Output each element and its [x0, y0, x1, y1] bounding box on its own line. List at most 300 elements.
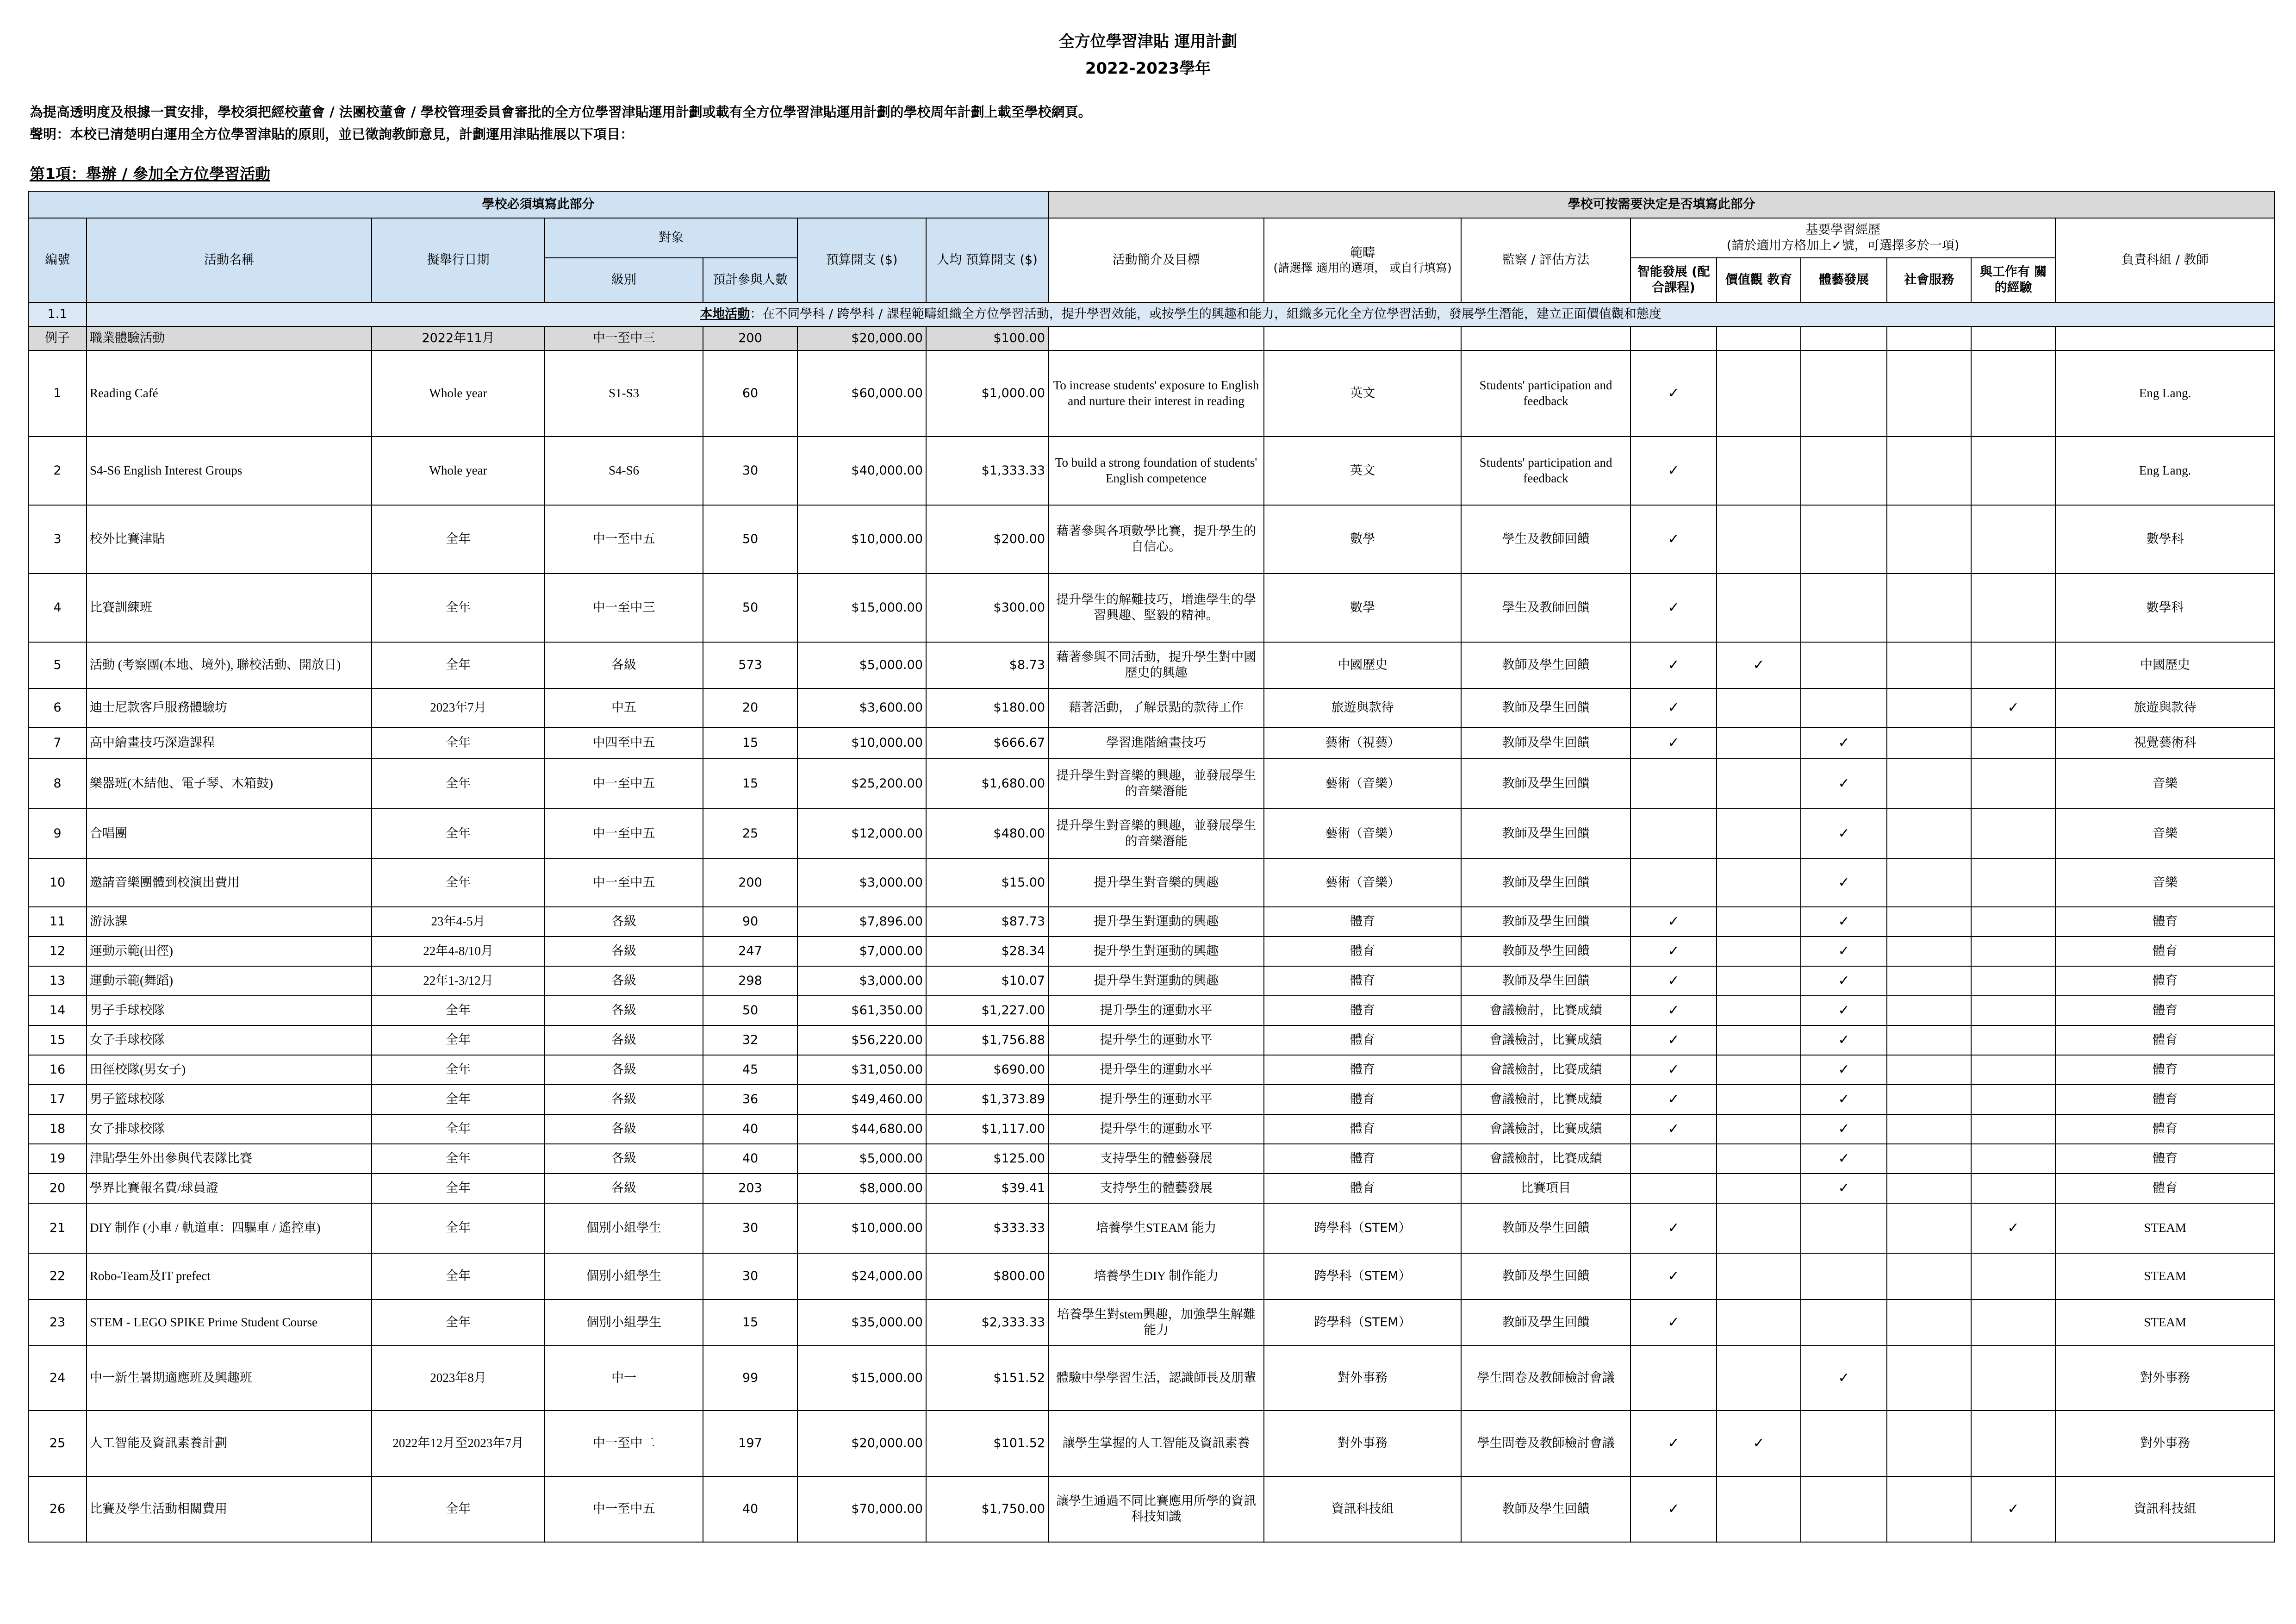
- row-evaluation: 會議檢討，比賽成績: [1461, 1114, 1630, 1144]
- table-row: [28, 688, 2275, 727]
- row-no: 16: [28, 1055, 87, 1085]
- row-scope: 藝術（音樂）: [1264, 809, 1461, 859]
- row-no: 11: [28, 907, 87, 937]
- row-description: 讓學生通過不同比賽應用所學的資訊科技知識: [1048, 1476, 1264, 1542]
- row-date: 全年: [372, 642, 545, 688]
- row-teacher: 體育: [2055, 996, 2275, 1025]
- row-scope: 數學: [1264, 505, 1461, 574]
- table-row: [28, 1085, 2275, 1114]
- example-name: 職業體驗活動: [87, 326, 372, 350]
- table-row: [28, 1174, 2275, 1203]
- check-intellectual-icon: ✓: [1668, 600, 1680, 616]
- row-teacher: STEAM: [2055, 1253, 2275, 1299]
- check-intellectual-icon: ✓: [1668, 735, 1680, 751]
- row-per-head: $101.52: [926, 1411, 1048, 1476]
- row-evaluation: 教師及學生回饋: [1461, 727, 1630, 759]
- section-title: 第1項：舉辦 / 參加全方位學習活動: [30, 165, 270, 183]
- row-scope: 體育: [1264, 937, 1461, 966]
- row-level: S1-S3: [545, 350, 703, 437]
- check-career-icon: ✓: [2007, 1501, 2019, 1518]
- row-scope: 數學: [1264, 574, 1461, 642]
- row-description: 藉著參與各項數學比賽，提升學生的自信心。: [1048, 505, 1264, 574]
- row-activity-name: 男子手球校隊: [87, 996, 372, 1025]
- row-evaluation: 會議檢討，比賽成績: [1461, 1085, 1630, 1114]
- check-career-icon: ✓: [2007, 1220, 2019, 1237]
- row-activity-name: 女子手球校隊: [87, 1025, 372, 1055]
- row-per-head: $1,227.00: [926, 996, 1048, 1025]
- row-activity-name: 比賽及學生活動相關費用: [87, 1476, 372, 1542]
- row-no: 26: [28, 1476, 87, 1542]
- intro-statement: 為提高透明度及根據一貫安排，學校須把經校董會 / 法團校董會 / 學校管理委員會審批的全方位學習津貼運用計劃或載有全方位學習津貼運用計劃的學校周年計劃上載至學校網頁。: [30, 104, 1092, 120]
- row-budget: $60,000.00: [797, 350, 926, 437]
- row-activity-name: 校外比賽津貼: [87, 505, 372, 574]
- row-scope: 中國歷史: [1264, 642, 1461, 688]
- row-budget: $5,000.00: [797, 642, 926, 688]
- header-scope-note: (請選擇 適用的選項， 或自行填寫): [1273, 261, 1452, 275]
- row-no: 23: [28, 1299, 87, 1346]
- row-no: 1: [28, 350, 87, 437]
- row-date: 全年: [372, 1144, 545, 1174]
- row-per-head: $1,373.89: [926, 1085, 1048, 1114]
- row-level: 個別小組學生: [545, 1299, 703, 1346]
- row-date: Whole year: [372, 350, 545, 437]
- check-intellectual-icon: ✓: [1668, 700, 1680, 716]
- row-level: 中五: [545, 688, 703, 727]
- row-budget: $70,000.00: [797, 1476, 926, 1542]
- local-activity-row: [28, 302, 2275, 326]
- row-level: 中一至中三: [545, 574, 703, 642]
- header-evaluation: 監察 / 評估方法: [1461, 218, 1630, 302]
- row-per-head: $39.41: [926, 1174, 1048, 1203]
- example-budget: $20,000.00: [797, 326, 926, 350]
- row-participants: 90: [703, 907, 797, 937]
- row-activity-name: S4-S6 English Interest Groups: [87, 437, 372, 505]
- row-teacher: 視覺藝術科: [2055, 727, 2275, 759]
- row-level: 中一至中五: [545, 1476, 703, 1542]
- table-row: [28, 1299, 2275, 1346]
- header-scope: [1264, 218, 1461, 302]
- row-participants: 30: [703, 1253, 797, 1299]
- check-intellectual-icon: ✓: [1668, 973, 1680, 989]
- row-evaluation: 比賽項目: [1461, 1174, 1630, 1203]
- row-no: 5: [28, 642, 87, 688]
- example-participants: 200: [703, 326, 797, 350]
- row-activity-name: 樂器班(木結他、電子琴、木箱鼓): [87, 759, 372, 809]
- check-intellectual-icon: ✓: [1668, 1002, 1680, 1019]
- row-description: 藉著活動，了解景點的款待工作: [1048, 688, 1264, 727]
- row-teacher: 體育: [2055, 1144, 2275, 1174]
- row-description: 讓學生掌握的人工智能及資訊素養: [1048, 1411, 1264, 1476]
- row-level: 個別小組學生: [545, 1203, 703, 1253]
- table-row: [28, 907, 2275, 937]
- row-budget: $40,000.00: [797, 437, 926, 505]
- table-row: [28, 1055, 2275, 1085]
- row-scope: 藝術（視藝）: [1264, 727, 1461, 759]
- row-activity-name: 人工智能及資訊素養計劃: [87, 1411, 372, 1476]
- header-exp-arts: 體藝發展: [1801, 258, 1887, 302]
- row-scope: 體育: [1264, 996, 1461, 1025]
- row-teacher: Eng Lang.: [2055, 350, 2275, 437]
- check-arts-icon: ✓: [1838, 1180, 1850, 1197]
- row-teacher: 體育: [2055, 966, 2275, 996]
- row-date: 全年: [372, 1476, 545, 1542]
- row-evaluation: 會議檢討，比賽成績: [1461, 1144, 1630, 1174]
- row-no: 14: [28, 996, 87, 1025]
- row-teacher: 體育: [2055, 1055, 2275, 1085]
- example-row: [28, 326, 2275, 350]
- row-no: 17: [28, 1085, 87, 1114]
- declaration-statement: 聲明：本校已清楚明白運用全方位學習津貼的原則，並已徵詢教師意見，計劃運用津貼推展以下項目：: [30, 126, 634, 142]
- row-description: 培養學生對stem興趣，加強學生解難能力: [1048, 1299, 1264, 1346]
- row-teacher: 旅遊與款待: [2055, 688, 2275, 727]
- check-arts-icon: ✓: [1838, 943, 1850, 960]
- row-description: 提升學生的運動水平: [1048, 1085, 1264, 1114]
- row-budget: $10,000.00: [797, 1203, 926, 1253]
- row-level: 各級: [545, 937, 703, 966]
- row-scope: 跨學科（STEM）: [1264, 1203, 1461, 1253]
- row-date: 全年: [372, 1253, 545, 1299]
- row-budget: $10,000.00: [797, 505, 926, 574]
- row-date: 2023年7月: [372, 688, 545, 727]
- row-no: 12: [28, 937, 87, 966]
- row-teacher: 音樂: [2055, 809, 2275, 859]
- row-date: Whole year: [372, 437, 545, 505]
- row-per-head: $200.00: [926, 505, 1048, 574]
- row-scope: 體育: [1264, 907, 1461, 937]
- row-activity-name: Robo-Team及IT prefect: [87, 1253, 372, 1299]
- check-arts-icon: ✓: [1838, 1370, 1850, 1387]
- row-teacher: 體育: [2055, 1085, 2275, 1114]
- row-no: 21: [28, 1203, 87, 1253]
- header-exp-intellectual: 智能發展 (配合課程): [1630, 258, 1717, 302]
- row-level: 各級: [545, 996, 703, 1025]
- row-level: 各級: [545, 1144, 703, 1174]
- check-intellectual-icon: ✓: [1668, 1121, 1680, 1137]
- row-evaluation: 會議檢討，比賽成績: [1461, 1025, 1630, 1055]
- row-no: 22: [28, 1253, 87, 1299]
- table-row: [28, 727, 2275, 759]
- row-no: 3: [28, 505, 87, 574]
- row-participants: 30: [703, 437, 797, 505]
- row-budget: $15,000.00: [797, 1346, 926, 1411]
- header-no: 編號: [28, 218, 87, 302]
- local-activity-label: 本地活動: [700, 307, 750, 322]
- row-date: 全年: [372, 574, 545, 642]
- row-scope: 藝術（音樂）: [1264, 759, 1461, 809]
- row-per-head: $480.00: [926, 809, 1048, 859]
- row-activity-name: 活動 (考察團(本地、境外), 聯校活動、開放日): [87, 642, 372, 688]
- row-date: 全年: [372, 996, 545, 1025]
- row-participants: 50: [703, 996, 797, 1025]
- row-description: To increase students' exposure to English and nurture their interest in reading: [1048, 350, 1264, 437]
- row-teacher: 體育: [2055, 937, 2275, 966]
- table-row: [28, 859, 2275, 907]
- row-budget: $25,200.00: [797, 759, 926, 809]
- row-evaluation: 會議檢討，比賽成績: [1461, 996, 1630, 1025]
- row-activity-name: 運動示範(田徑): [87, 937, 372, 966]
- row-activity-name: 田徑校隊(男女子): [87, 1055, 372, 1085]
- table-row: [28, 1476, 2275, 1542]
- header-exp-service: 社會服務: [1887, 258, 1971, 302]
- header-target: 對象: [545, 218, 797, 258]
- check-moral-icon: ✓: [1753, 657, 1765, 674]
- row-per-head: $8.73: [926, 642, 1048, 688]
- row-participants: 247: [703, 937, 797, 966]
- row-teacher: 體育: [2055, 1174, 2275, 1203]
- row-per-head: $800.00: [926, 1253, 1048, 1299]
- row-teacher: 數學科: [2055, 574, 2275, 642]
- row-per-head: $690.00: [926, 1055, 1048, 1085]
- check-intellectual-icon: ✓: [1668, 657, 1680, 674]
- table-row: [28, 996, 2275, 1025]
- row-evaluation: 學生及教師回饋: [1461, 574, 1630, 642]
- row-budget: $31,050.00: [797, 1055, 926, 1085]
- table-row: [28, 1411, 2275, 1476]
- row-level: 中一至中五: [545, 809, 703, 859]
- header-activity-name: 活動名稱: [87, 218, 372, 302]
- row-participants: 50: [703, 505, 797, 574]
- row-evaluation: Students' participation and feedback: [1461, 437, 1630, 505]
- check-arts-icon: ✓: [1838, 1091, 1850, 1108]
- row-scope: 體育: [1264, 966, 1461, 996]
- row-evaluation: 教師及學生回饋: [1461, 907, 1630, 937]
- table-row: [28, 1346, 2275, 1411]
- check-arts-icon: ✓: [1838, 825, 1850, 842]
- row-per-head: $1,680.00: [926, 759, 1048, 809]
- row-budget: $61,350.00: [797, 996, 926, 1025]
- row-participants: 15: [703, 759, 797, 809]
- check-arts-icon: ✓: [1838, 775, 1850, 792]
- row-scope: 體育: [1264, 1174, 1461, 1203]
- row-evaluation: 教師及學生回饋: [1461, 809, 1630, 859]
- row-date: 2023年8月: [372, 1346, 545, 1411]
- header-date: 擬舉行日期: [372, 218, 545, 302]
- row-per-head: $1,117.00: [926, 1114, 1048, 1144]
- row-per-head: $1,000.00: [926, 350, 1048, 437]
- row-no: 7: [28, 727, 87, 759]
- table-row: [28, 966, 2275, 996]
- row-activity-name: 運動示範(舞蹈): [87, 966, 372, 996]
- row-activity-name: STEM - LEGO SPIKE Prime Student Course: [87, 1299, 372, 1346]
- row-date: 2022年12月至2023年7月: [372, 1411, 545, 1476]
- row-level: 各級: [545, 1085, 703, 1114]
- row-scope: 跨學科（STEM）: [1264, 1299, 1461, 1346]
- local-activity-text: ：在不同學科 / 跨學科 / 課程範疇組織全方位學習活動，提升學習效能，或按學生的興趣和能力，組織多元化全方位學習活動，發展學生潛能，建立正面價值觀和態度: [750, 307, 1661, 322]
- row-teacher: 中國歷史: [2055, 642, 2275, 688]
- example-level: 中一至中三: [545, 326, 703, 350]
- school-year: 2022-2023學年: [1085, 59, 1211, 78]
- table-row: [28, 1144, 2275, 1174]
- row-budget: $8,000.00: [797, 1174, 926, 1203]
- row-description: 提升學生的運動水平: [1048, 996, 1264, 1025]
- header-experience: [1630, 218, 2055, 258]
- row-per-head: $87.73: [926, 907, 1048, 937]
- row-scope: 跨學科（STEM）: [1264, 1253, 1461, 1299]
- row-participants: 40: [703, 1476, 797, 1542]
- check-intellectual-icon: ✓: [1668, 943, 1680, 960]
- table-row: [28, 437, 2275, 505]
- header-participants: 預計參與人數: [703, 258, 797, 302]
- optional-fill-header: 學校可按需要決定是否填寫此部分: [1048, 191, 2275, 218]
- check-intellectual-icon: ✓: [1668, 1220, 1680, 1237]
- row-evaluation: 學生及教師回饋: [1461, 505, 1630, 574]
- row-evaluation: 學生問卷及教師檢討會議: [1461, 1411, 1630, 1476]
- header-budget: 預算開支 ($): [797, 218, 926, 302]
- row-date: 全年: [372, 1203, 545, 1253]
- check-intellectual-icon: ✓: [1668, 1032, 1680, 1049]
- row-description: 提升學生的運動水平: [1048, 1025, 1264, 1055]
- row-date: 22年1-3/12月: [372, 966, 545, 996]
- row-level: 各級: [545, 1174, 703, 1203]
- row-scope: 對外事務: [1264, 1346, 1461, 1411]
- table-row: [28, 1025, 2275, 1055]
- check-arts-icon: ✓: [1838, 913, 1850, 930]
- check-arts-icon: ✓: [1838, 1121, 1850, 1137]
- table-row: [28, 1114, 2275, 1144]
- example-date: 2022年11月: [372, 326, 545, 350]
- row-participants: 32: [703, 1025, 797, 1055]
- row-level: 各級: [545, 907, 703, 937]
- check-intellectual-icon: ✓: [1668, 913, 1680, 930]
- row-budget: $12,000.00: [797, 809, 926, 859]
- table-row: [28, 642, 2275, 688]
- table-row: [28, 937, 2275, 966]
- check-intellectual-icon: ✓: [1668, 1501, 1680, 1518]
- row-budget: $15,000.00: [797, 574, 926, 642]
- check-intellectual-icon: ✓: [1668, 385, 1680, 402]
- row-no: 19: [28, 1144, 87, 1174]
- check-arts-icon: ✓: [1838, 1002, 1850, 1019]
- check-arts-icon: ✓: [1838, 973, 1850, 989]
- row-date: 全年: [372, 1114, 545, 1144]
- row-description: 學習進階繪畫技巧: [1048, 727, 1264, 759]
- check-intellectual-icon: ✓: [1668, 1268, 1680, 1285]
- row-budget: $35,000.00: [797, 1299, 926, 1346]
- row-activity-name: 合唱團: [87, 809, 372, 859]
- check-intellectual-icon: ✓: [1668, 1314, 1680, 1331]
- row-no: 6: [28, 688, 87, 727]
- row-activity-name: 中一新生暑期適應班及興趣班: [87, 1346, 372, 1411]
- row-activity-name: 邀請音樂團體到校演出費用: [87, 859, 372, 907]
- row-budget: $20,000.00: [797, 1411, 926, 1476]
- check-career-icon: ✓: [2007, 700, 2019, 716]
- row-activity-name: 高中繪畫技巧深造課程: [87, 727, 372, 759]
- row-participants: 573: [703, 642, 797, 688]
- row-participants: 40: [703, 1114, 797, 1144]
- row-participants: 40: [703, 1144, 797, 1174]
- row-scope: 體育: [1264, 1085, 1461, 1114]
- row-budget: $10,000.00: [797, 727, 926, 759]
- check-moral-icon: ✓: [1753, 1435, 1765, 1452]
- row-budget: $5,000.00: [797, 1144, 926, 1174]
- row-teacher: Eng Lang.: [2055, 437, 2275, 505]
- row-budget: $3,600.00: [797, 688, 926, 727]
- row-level: 各級: [545, 1114, 703, 1144]
- row-level: 各級: [545, 642, 703, 688]
- row-date: 全年: [372, 809, 545, 859]
- row-no: 2: [28, 437, 87, 505]
- row-activity-name: 津貼學生外出參與代表隊比賽: [87, 1144, 372, 1174]
- row-evaluation: 教師及學生回饋: [1461, 642, 1630, 688]
- row-per-head: $300.00: [926, 574, 1048, 642]
- row-per-head: $180.00: [926, 688, 1048, 727]
- check-arts-icon: ✓: [1838, 735, 1850, 751]
- row-no: 18: [28, 1114, 87, 1144]
- row-budget: $7,896.00: [797, 907, 926, 937]
- header-scope-title: 範疇: [1350, 245, 1375, 260]
- row-date: 全年: [372, 1055, 545, 1085]
- local-activity-no: 1.1: [28, 302, 87, 326]
- row-evaluation: Students' participation and feedback: [1461, 350, 1630, 437]
- row-scope: 旅遊與款待: [1264, 688, 1461, 727]
- row-scope: 體育: [1264, 1144, 1461, 1174]
- row-description: 體驗中學學習生活，認識師長及朋輩: [1048, 1346, 1264, 1411]
- row-description: 支持學生的體藝發展: [1048, 1174, 1264, 1203]
- table-row: [28, 759, 2275, 809]
- row-no: 9: [28, 809, 87, 859]
- row-date: 23年4-5月: [372, 907, 545, 937]
- document-title: 全方位學習津貼 運用計劃: [1058, 32, 1238, 51]
- row-evaluation: 學生問卷及教師檢討會議: [1461, 1346, 1630, 1411]
- row-participants: 25: [703, 809, 797, 859]
- row-teacher: 體育: [2055, 907, 2275, 937]
- row-per-head: $28.34: [926, 937, 1048, 966]
- row-evaluation: 教師及學生回饋: [1461, 1299, 1630, 1346]
- row-evaluation: 教師及學生回饋: [1461, 759, 1630, 809]
- row-budget: $49,460.00: [797, 1085, 926, 1114]
- row-scope: 英文: [1264, 350, 1461, 437]
- row-per-head: $15.00: [926, 859, 1048, 907]
- row-evaluation: 教師及學生回饋: [1461, 1203, 1630, 1253]
- row-level: S4-S6: [545, 437, 703, 505]
- row-level: 中四至中五: [545, 727, 703, 759]
- row-no: 20: [28, 1174, 87, 1203]
- row-level: 中一至中五: [545, 505, 703, 574]
- table-row: [28, 1203, 2275, 1253]
- row-activity-name: 迪士尼款客戶服務體驗坊: [87, 688, 372, 727]
- row-description: 培養學生DIY 制作能力: [1048, 1253, 1264, 1299]
- row-teacher: 音樂: [2055, 859, 2275, 907]
- header-exp-moral: 價值觀 教育: [1717, 258, 1801, 302]
- row-level: 個別小組學生: [545, 1253, 703, 1299]
- row-description: 提升學生對音樂的興趣，並發展學生的音樂潛能: [1048, 759, 1264, 809]
- row-activity-name: DIY 制作 (小車 / 軌道車：四驅車 / 遙控車): [87, 1203, 372, 1253]
- row-date: 22年4-8/10月: [372, 937, 545, 966]
- row-participants: 200: [703, 859, 797, 907]
- row-per-head: $125.00: [926, 1144, 1048, 1174]
- row-description: 培養學生STEAM 能力: [1048, 1203, 1264, 1253]
- row-teacher: 對外事務: [2055, 1346, 2275, 1411]
- check-intellectual-icon: ✓: [1668, 1062, 1680, 1078]
- row-teacher: 資訊科技組: [2055, 1476, 2275, 1542]
- row-evaluation: 教師及學生回饋: [1461, 1476, 1630, 1542]
- row-participants: 298: [703, 966, 797, 996]
- row-teacher: 體育: [2055, 1114, 2275, 1144]
- row-description: 提升學生對運動的興趣: [1048, 966, 1264, 996]
- row-budget: $56,220.00: [797, 1025, 926, 1055]
- row-scope: 對外事務: [1264, 1411, 1461, 1476]
- row-per-head: $333.33: [926, 1203, 1048, 1253]
- row-description: To build a strong foundation of students' English competence: [1048, 437, 1264, 505]
- row-scope: 藝術（音樂）: [1264, 859, 1461, 907]
- row-date: 全年: [372, 1299, 545, 1346]
- table-row: [28, 350, 2275, 437]
- row-description: 提升學生對運動的興趣: [1048, 937, 1264, 966]
- row-scope: 體育: [1264, 1055, 1461, 1085]
- header-teacher: 負責科組 / 教師: [2055, 218, 2275, 302]
- row-evaluation: 教師及學生回饋: [1461, 688, 1630, 727]
- row-no: 15: [28, 1025, 87, 1055]
